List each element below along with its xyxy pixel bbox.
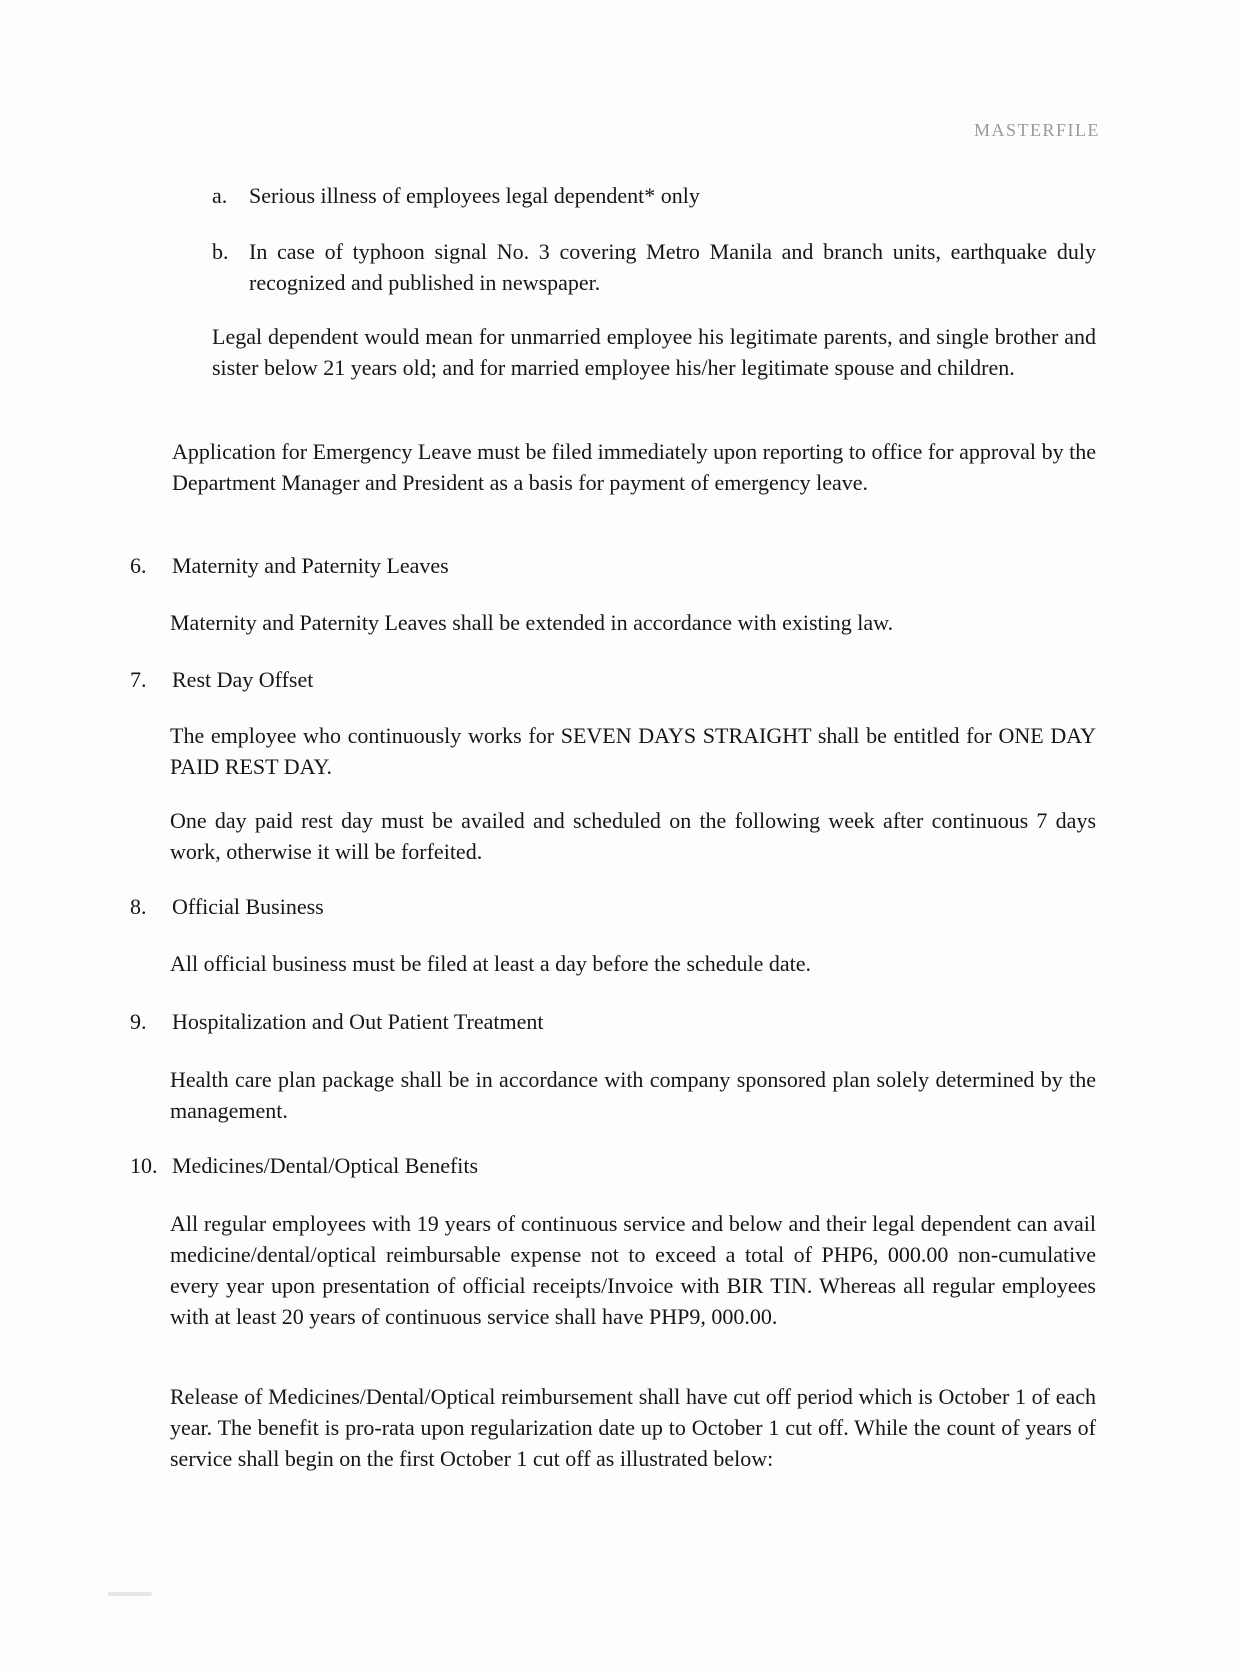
list-item [212, 180, 1096, 211]
section-paragraph: Health care plan package shall be in accordance with company sponsored plan solely determined by the management. [170, 1067, 1096, 1123]
section-paragraph: All official business must be filed at least a day before the schedule date. [170, 951, 812, 976]
emergency-leave-application: Application for Emergency Leave must be filed immediately upon reporting to office for approval by the Department Manager and President as a basis for payment of emergency leave. [172, 439, 1096, 495]
section-heading [130, 891, 324, 922]
list-item-text: Serious illness of employees legal dependent* only [249, 183, 700, 208]
masterfile-header: MASTERFILE [973, 120, 1100, 140]
section-paragraph: Release of Medicines/Dental/Optical reimbursement shall have cut off period which is October 1 of each year. The benefit is pro-rata upon regularization date up to October 1 cut off. While the count of years of service shall begin on the first October 1 cut off as illustrated below: [170, 1384, 1096, 1471]
section-paragraph: One day paid rest day must be availed and scheduled on the following week after continuous 7 days work, otherwise it will be forfeited. [170, 808, 1096, 864]
section-heading [130, 550, 449, 581]
list-item [212, 236, 1096, 298]
section-title: Maternity and Paternity Leaves [172, 553, 449, 578]
section-number: 6. [130, 553, 147, 578]
section-heading [130, 1006, 544, 1037]
section-title: Official Business [172, 894, 324, 919]
section-paragraph: All regular employees with 19 years of continuous service and below and their legal dependent can avail medicine/dental/optical reimbursable expense not to exceed a total of PHP6, 000.00 non-cumulative every year upon presentation of official receipts/Invoice with BIR TIN. Whereas all regular employees with at least 20 years of continuous service shall have PHP9, 000.00. [170, 1211, 1096, 1329]
list-marker: b. [212, 239, 229, 264]
section-number: 10. [130, 1153, 158, 1178]
list-item-text: In case of typhoon signal No. 3 covering Metro Manila and branch units, earthquake duly recognized and published in newspaper. [249, 239, 1096, 295]
section-title: Medicines/Dental/Optical Benefits [172, 1153, 479, 1178]
legal-dependent-definition: Legal dependent would mean for unmarried employee his legitimate parents, and single brother and sister below 21 years old; and for married employee his/her legitimate spouse and children. [212, 324, 1096, 380]
section-paragraph: The employee who continuously works for SEVEN DAYS STRAIGHT shall be entitled for ONE DAY PAID REST DAY. [170, 723, 1096, 779]
section-paragraph: Maternity and Paternity Leaves shall be extended in accordance with existing law. [170, 610, 894, 635]
section-heading [130, 1150, 478, 1181]
section-title: Rest Day Offset [172, 667, 314, 692]
scan-artifact [108, 1592, 152, 1596]
section-number: 7. [130, 667, 147, 692]
section-number: 8. [130, 894, 147, 919]
section-title: Hospitalization and Out Patient Treatment [172, 1009, 544, 1034]
section-number: 9. [130, 1009, 147, 1034]
list-marker: a. [212, 183, 228, 208]
section-heading [130, 664, 313, 695]
